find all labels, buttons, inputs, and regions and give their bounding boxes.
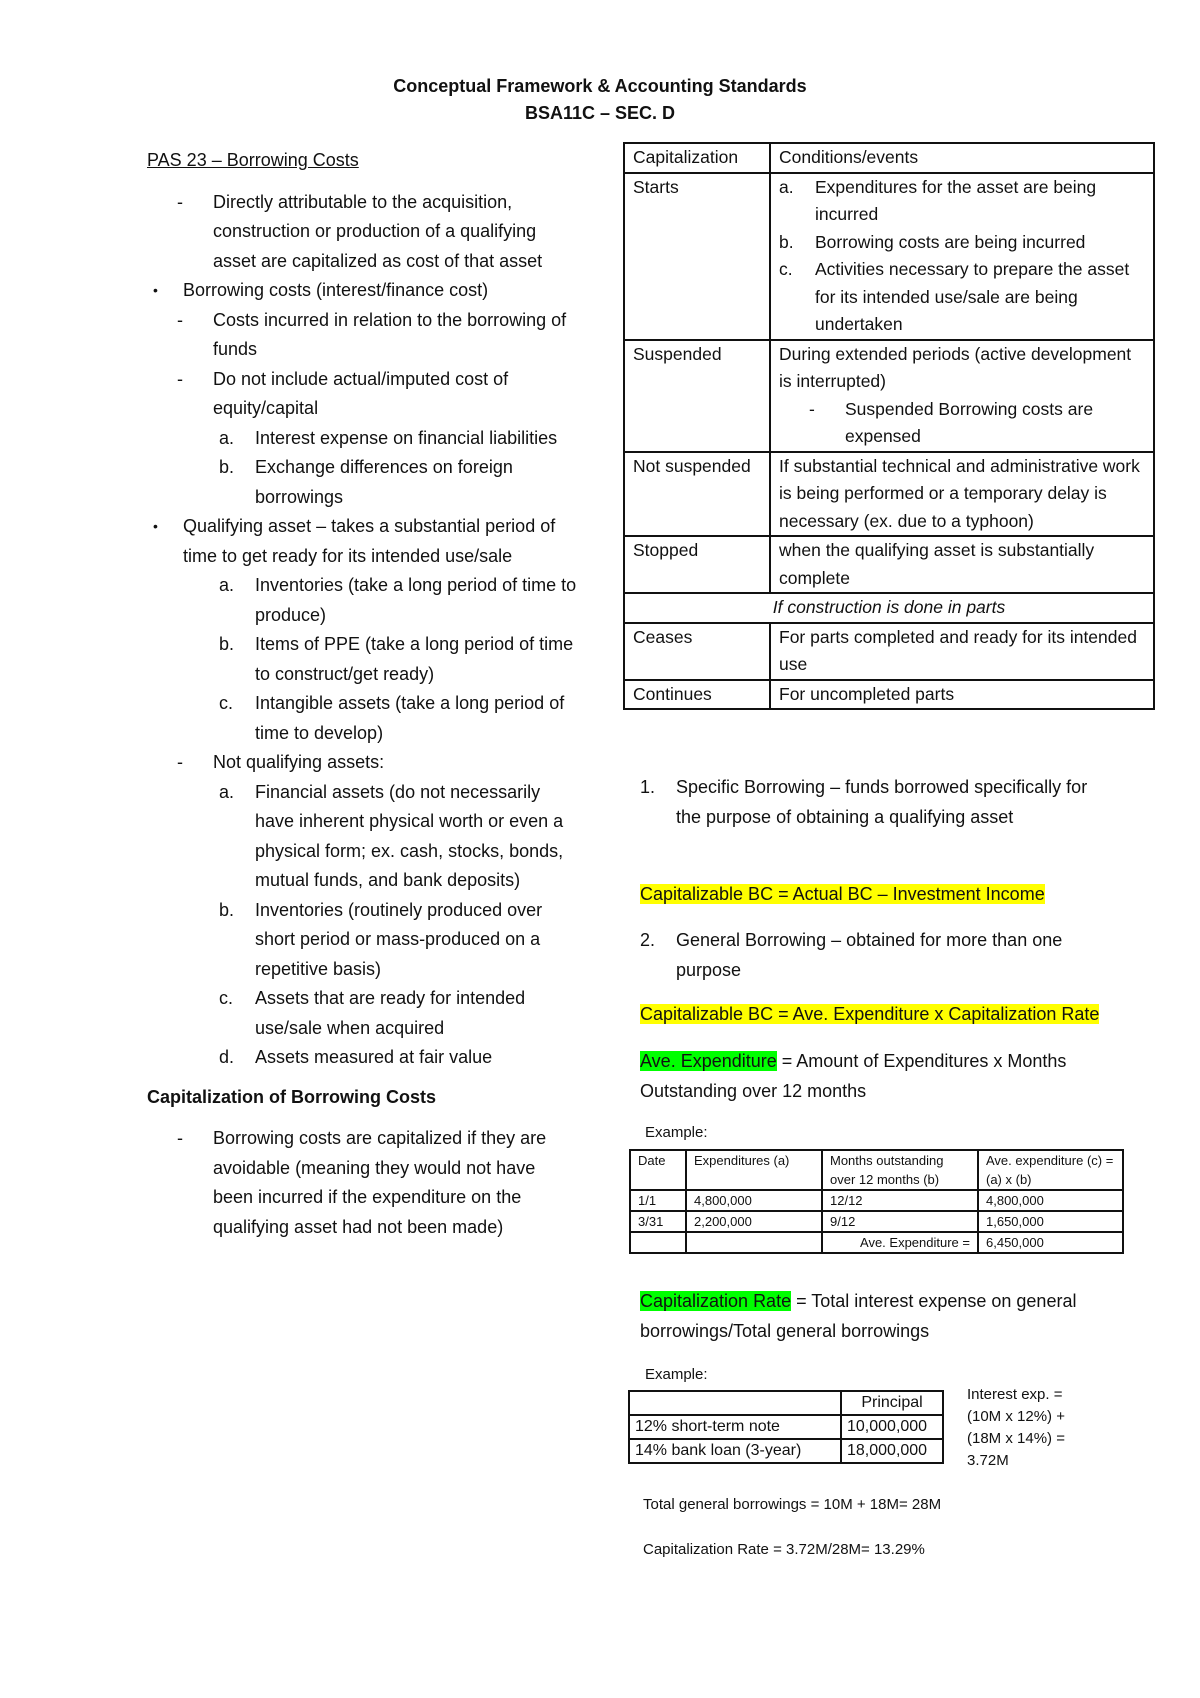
list-letter: b. — [219, 634, 235, 654]
list-item-text: Qualifying asset – takes a substantial period of time to get ready for its intended use/sale — [183, 516, 556, 566]
list-item — [779, 229, 1145, 257]
dash-marker: - — [809, 398, 815, 419]
list-item-text: Exchange differences on foreign borrowings — [255, 457, 513, 507]
list-item-text: Expenditures for the asset are being incurred — [815, 176, 1097, 224]
table-subheading-cell: If construction is done in parts — [624, 593, 1154, 623]
table-row — [629, 1439, 943, 1463]
list-item-text: Not qualifying assets: — [213, 752, 385, 772]
highlighted-formula: Capitalizable BC = Ave. Expenditure x Capitalization Rate — [640, 1004, 1100, 1024]
table-header-row — [629, 1391, 943, 1415]
table-header-cell: Ave. expenditure (c) = (a) x (b) — [978, 1150, 1123, 1190]
table-row — [624, 680, 1154, 710]
table-cell: 18,000,000 — [841, 1439, 943, 1463]
list-letter: a. — [219, 427, 235, 448]
table-header-row — [630, 1150, 1123, 1190]
table-row — [630, 1190, 1123, 1211]
list-item — [147, 276, 577, 306]
list-item — [779, 174, 1145, 229]
expenditure-example-table — [629, 1149, 1124, 1254]
table-cell: 4,800,000 — [686, 1190, 822, 1211]
section-heading-capitalization: Capitalization of Borrowing Costs — [147, 1086, 437, 1107]
example-label: Example: — [645, 1124, 708, 1141]
table-cell-text: During extended periods (active development is interrupted) — [779, 343, 1132, 391]
table-cell-total-value: 6,450,000 — [978, 1232, 1123, 1253]
table-cell: 12/12 — [822, 1190, 978, 1211]
table-cell: 3/31 — [630, 1211, 686, 1232]
list-number: 1. — [640, 777, 656, 797]
list-item-text: Suspended Borrowing costs are expensed — [845, 398, 1094, 446]
definition-text: = Amount of Expenditures x Months Outstanding over 12 months — [640, 1051, 1067, 1101]
list-item-text: Inventories (routinely produced over short period or mass-produced on a repetitive basis) — [255, 899, 543, 979]
table-row — [624, 173, 1154, 340]
table-cell — [686, 1232, 822, 1253]
table-header-cell: Conditions/events — [770, 143, 1154, 173]
list-item — [147, 896, 577, 985]
list-item-text: Directly attributable to the acquisition, construction or production of a qualifying asset are capitalized as cost of that asset — [213, 191, 543, 271]
list-letter: b. — [219, 457, 235, 477]
dash-marker: - — [177, 368, 183, 389]
table-header-cell: Principal — [841, 1391, 943, 1415]
table-cell: when the qualifying asset is substantially complete — [770, 536, 1154, 593]
list-item-text: Inventories (take a long period of time to produce) — [255, 575, 577, 625]
list-item-text: Borrowing costs are capitalized if they are avoidable (meaning they would not have been incurred if the expenditure on the qualifying asset had not been made) — [213, 1128, 547, 1237]
dash-marker: - — [177, 752, 183, 772]
table-row — [630, 1211, 1123, 1232]
list-item — [147, 689, 577, 748]
table-cell: 4,800,000 — [978, 1190, 1123, 1211]
dash-marker: - — [177, 1128, 183, 1148]
general-borrowings-table — [628, 1390, 944, 1464]
list-item-text: Intangible assets (take a long period of time to develop) — [255, 693, 565, 743]
capitalization-rate-result: Capitalization Rate = 3.72M/28M= 13.29% — [643, 1541, 925, 1558]
list-number: 2. — [640, 930, 656, 950]
list-item — [147, 306, 577, 365]
list-item — [147, 748, 577, 778]
table-cell-label: Starts — [624, 173, 770, 340]
list-letter: a. — [219, 575, 235, 595]
table-cell-label: Ceases — [624, 623, 770, 680]
table-row — [624, 623, 1154, 680]
list-item-text: Specific Borrowing – funds borrowed specifically for the purpose of obtaining a qualifying asset — [676, 777, 1088, 827]
list-item — [147, 424, 577, 454]
list-item-text: Do not include actual/imputed cost of equity/capital — [213, 368, 509, 418]
example-label: Example: — [645, 1366, 708, 1383]
table-cell — [630, 1232, 686, 1253]
list-item — [147, 984, 577, 1043]
table-cell: 1/1 — [630, 1190, 686, 1211]
bullet-marker: • — [153, 518, 158, 534]
table-cell — [770, 340, 1154, 452]
list-letter: c. — [219, 988, 234, 1008]
table-cell-total-label: Ave. Expenditure = — [822, 1232, 978, 1253]
list-item — [147, 630, 577, 689]
highlighted-term: Capitalization Rate — [640, 1291, 792, 1311]
list-letter: d. — [219, 1047, 235, 1067]
list-item — [640, 773, 1096, 832]
list-item-text: Borrowing costs (interest/finance cost) — [183, 280, 489, 300]
list-letter: a. — [219, 781, 235, 802]
table-cell: 10,000,000 — [841, 1415, 943, 1439]
formula-general-borrowing — [640, 1000, 1099, 1030]
definition-text: = Total interest expense on general borrowings/Total general borrowings — [640, 1291, 1077, 1341]
table-row — [624, 593, 1154, 623]
table-cell: For parts completed and ready for its intended use — [770, 623, 1154, 680]
bullet-marker: • — [153, 282, 158, 298]
table-cell: If substantial technical and administrative work is being performed or a temporary delay is necessary (ex. due to a typhoon) — [770, 452, 1154, 537]
list-item — [147, 1124, 577, 1242]
list-item-text: Costs incurred in relation to the borrowing of funds — [213, 309, 567, 359]
dash-marker: - — [177, 191, 183, 212]
table-header-cell: Date — [630, 1150, 686, 1190]
capitalization-rate-definition — [640, 1287, 1100, 1346]
highlighted-formula: Capitalizable BC = Actual BC – Investment Income — [640, 884, 1045, 904]
ave-expenditure-definition — [640, 1047, 1100, 1106]
table-cell-label: Stopped — [624, 536, 770, 593]
table-cell: 14% bank loan (3-year) — [629, 1439, 841, 1463]
capitalization-conditions-table — [623, 142, 1155, 710]
table-row — [624, 452, 1154, 537]
list-item-text: Interest expense on financial liabilities — [255, 427, 558, 448]
list-item — [147, 188, 577, 277]
list-item — [640, 926, 1096, 985]
document-title: Conceptual Framework & Accounting Standards — [393, 76, 807, 96]
list-item — [147, 778, 577, 896]
table-header-row — [624, 143, 1154, 173]
table-cell: 12% short-term note — [629, 1415, 841, 1439]
total-borrowings-text: Total general borrowings = 10M + 18M= 28M — [643, 1496, 942, 1513]
table-row — [624, 340, 1154, 452]
highlighted-term: Ave. Expenditure — [640, 1051, 777, 1071]
table-cell: 9/12 — [822, 1211, 978, 1232]
section-heading-pas23: PAS 23 – Borrowing Costs — [147, 150, 359, 170]
table-header-cell: Months outstanding over 12 months (b) — [822, 1150, 978, 1190]
list-letter: c. — [779, 259, 793, 279]
list-item — [147, 1043, 577, 1073]
list-letter: c. — [219, 693, 234, 713]
formula-specific-borrowing — [640, 880, 1045, 910]
table-row — [630, 1232, 1123, 1253]
table-header-cell: Capitalization — [624, 143, 770, 173]
table-row — [629, 1415, 943, 1439]
list-item-text: Financial assets (do not necessarily have inherent physical worth or even a physical form; ex. cash, stocks, bonds, mutual funds, and bank deposits) — [255, 781, 564, 890]
table-row — [624, 536, 1154, 593]
list-item — [147, 571, 577, 630]
interest-expense-note: Interest exp. = (10M x 12%) + (18M x 14%) = 3.72M — [967, 1386, 1065, 1469]
list-item-text: Items of PPE (take a long period of time to construct/get ready) — [255, 634, 574, 684]
list-item — [779, 256, 1145, 339]
list-item — [147, 365, 577, 424]
list-item — [779, 396, 1145, 451]
table-cell-label: Suspended — [624, 340, 770, 452]
list-item-text: Assets that are ready for intended use/sale when acquired — [255, 988, 526, 1038]
list-item — [147, 453, 577, 512]
table-cell: 2,200,000 — [686, 1211, 822, 1232]
list-item-text: General Borrowing – obtained for more than one purpose — [676, 930, 1063, 980]
list-item — [147, 512, 577, 571]
list-letter: a. — [779, 176, 794, 197]
table-cell: For uncompleted parts — [770, 680, 1154, 710]
list-item-text: Activities necessary to prepare the asset for its intended use/sale are being undertaken — [815, 259, 1130, 334]
left-column — [147, 146, 577, 1242]
list-letter: b. — [219, 899, 235, 920]
dash-marker: - — [177, 309, 183, 330]
table-cell: 1,650,000 — [978, 1211, 1123, 1232]
list-item-text: Borrowing costs are being incurred — [815, 231, 1086, 252]
table-cell-label: Not suspended — [624, 452, 770, 537]
document-subtitle: BSA11C – SEC. D — [524, 103, 676, 123]
table-cell-label: Continues — [624, 680, 770, 710]
list-letter: b. — [779, 231, 794, 252]
table-header-cell: Expenditures (a) — [686, 1150, 822, 1190]
list-item-text: Assets measured at fair value — [255, 1047, 493, 1067]
table-cell — [770, 173, 1154, 340]
table-header-cell — [629, 1391, 841, 1415]
